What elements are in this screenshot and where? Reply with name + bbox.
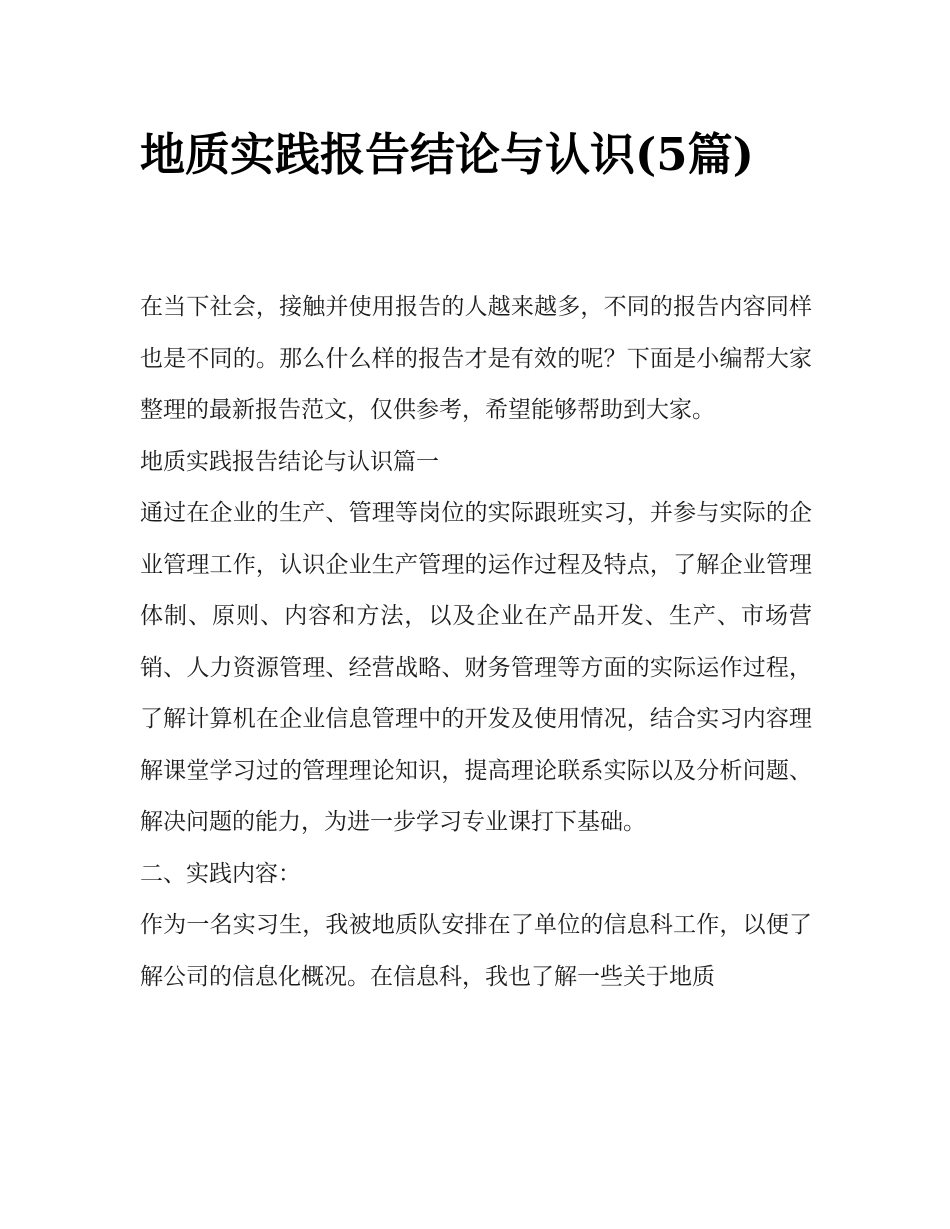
document-title: 地质实践报告结论与认识(5篇) xyxy=(140,128,754,181)
section-heading-1: 地质实践报告结论与认识篇一 xyxy=(140,448,439,475)
section-paragraph-1: 通过在企业的生产、管理等岗位的实际跟班实习，并参与实际的企业管理工作，认识企业生产管理的运作过程及特点，了解企业管理体制、原则、内容和方法，以及企业在产品开发、生产、市场营销、人力资源管理、经营战略、财务管理等方面的实际运作过程，了解计算机在企业信息管理中的开发及使用情况，结合实习内容理解课堂学习过的管理理论知识，提高理论联系实际以及分析问题、解决问题的能力，为进一步学习专业课打下基础。 xyxy=(140,500,812,835)
section-heading-2: 二、实践内容： xyxy=(140,860,301,887)
document-body xyxy=(140,282,812,1003)
intro-paragraph: 在当下社会，接触并使用报告的人越来越多，不同的报告内容同样也是不同的。那么什么样的报告才是有效的呢？下面是小编帮大家整理的最新报告范文，仅供参考，希望能够帮助到大家。 xyxy=(140,294,812,423)
section-paragraph-2: 作为一名实习生，我被地质队安排在了单位的信息科工作，以便了解公司的信息化概况。在信息科，我也了解一些关于地质 xyxy=(140,912,812,990)
